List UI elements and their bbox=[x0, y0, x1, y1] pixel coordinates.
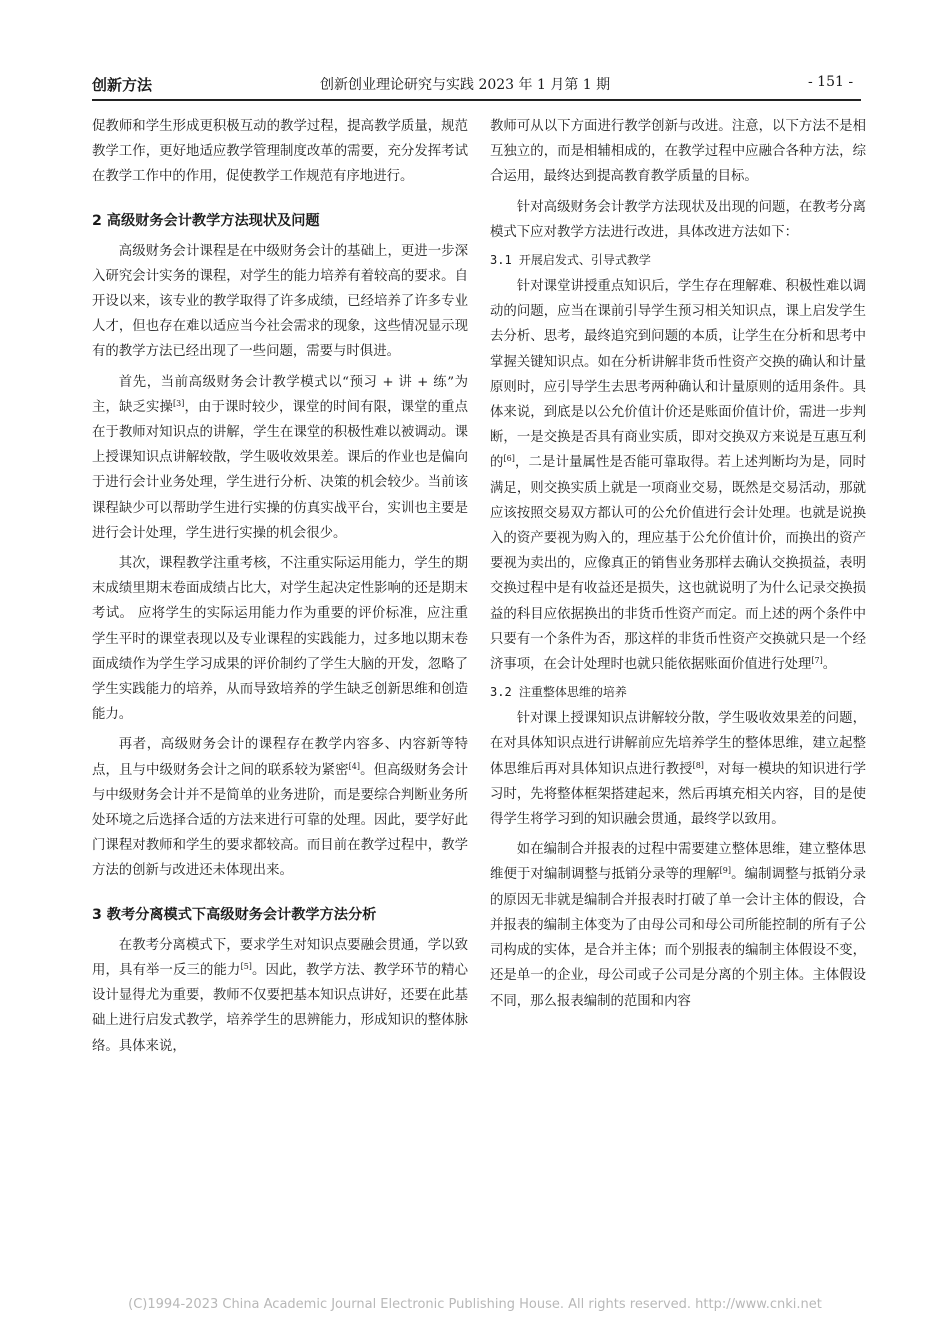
header-page-number: - 151 - bbox=[808, 74, 854, 90]
paragraph-text: ，对每一模块的知识进行学习时，先将整体框架搭建起来，然后再填充相关内容，目的是使得学生将学习到的知识融会贯通，最终学以致用。 bbox=[490, 761, 867, 828]
section-heading-3: 3 教考分离模式下高级财务会计教学方法分析 bbox=[92, 906, 377, 923]
paragraph bbox=[490, 274, 866, 677]
subsection-heading-3-2: 3.2 注重整体思维的培养 bbox=[490, 685, 627, 700]
paragraph-text: 在教考分离模式下，要求学生对知识点要融会贯通，学以致用，具有举一反三的能力 bbox=[92, 937, 468, 978]
paragraph-text: 针对课堂讲授重点知识后，学生存在理解难、积极性难以调动的问题，应当在课前引导学生预习相关知识点，课上启发学生去分析、思考，最终追究到问题的本质，让学生在分析和思考中掌握关键知识点。如在分析讲解非货币性资产交换的确认和计量原则时，应引导学生去思考两种确认和计量原则的适用条件。具体来说，到底是以公允价值计价还是账面价值计价，需进一步判断，一是交换是否具有商业实质，即对交换双方来说是互惠互利的 bbox=[490, 279, 866, 471]
paragraph bbox=[92, 732, 468, 883]
citation-ref: [9] bbox=[719, 866, 731, 876]
paragraph bbox=[92, 933, 468, 1059]
paragraph-text: ，二是计量属性是否能可靠取得。若上述判断均为是，同时满足，则交换实质上就是一项商业交易，既然是交易活动，那就应该按照交易双方都认可的公允价值进行会计处理。也就是说换入的资产要视为购入的，理应基于公允价值计价，而换出的资产要视为卖出的，应像真正的销售业务那样去确认交换损益，表明交换过程中是有收益还是损失，这也就说明了为什么记录交换损益的科目应依据换出的非货币性资产而定。而上述的两个条件中只要有一个条件为否，那这样的非货币性资产交换就只是一个经济事项，在会计处理时也就只能依据账面价值进行处理 bbox=[490, 455, 867, 673]
header-section-label: 创新方法 bbox=[92, 76, 153, 94]
left-column bbox=[92, 114, 468, 1059]
paragraph bbox=[92, 370, 468, 546]
paragraph: 针对高级财务会计教学方法现状及出现的问题，在教考分离模式下应对教学方法进行改进，具体改进方法如下： bbox=[490, 199, 866, 240]
paragraph-text: 。编制调整与抵销分录的原因无非就是编制合并报表时打破了单一会计主体的假设，合并报表的编制主体变为了由母公司和母公司所能控制的所有子公司构成的实体，是合并主体；而个别报表的编制主体假设不变，还是单一的企业，母公司或子公司是分离的个别主体。主体假设不同，那么报表编制的范围和内容 bbox=[490, 867, 867, 1009]
paragraph: 教师可从以下方面进行教学创新与改进。注意，以下方法不是相互独立的，而是相辅相成的，在教学过程中应融合各种方法，综合运用，最终达到提高教育教学质量的目标。 bbox=[490, 119, 866, 185]
citation-ref: [3] bbox=[173, 398, 185, 408]
paragraph bbox=[490, 837, 866, 1013]
paragraph-text: ，由于课时较少，课堂的时间有限，课堂的重点在于教师对知识点的讲解，学生在课堂的积极性难以被调动。课上授课知识点讲解较散，学生吸收效果差。课后的作业也是偏向于进行会计业务处理，学生进行分析、决策的机会较少。当前该课程缺少可以帮助学生进行实操的仿真实战平台，实训也主要是进行会计处理，学生进行实操的机会很少。 bbox=[92, 399, 469, 541]
paragraph-text: 。因此，教学方法、教学环节的精心设计显得尤为重要，教师不仅要把基本知识点讲好，还要在此基础上进行启发式教学，培养学生的思辨能力，形成知识的整体脉络。具体来说， bbox=[92, 962, 469, 1054]
citation-ref: [5] bbox=[240, 961, 252, 971]
paragraph-text: 首先，当前高级财务会计教学模式以“预习 + 讲 + 练”为主，缺乏实操 bbox=[92, 374, 468, 415]
paragraph: 促教师和学生形成更积极互动的教学过程，提高教学质量，规范教学工作，更好地适应教学管理制度改革的需要，充分发挥考试在教学工作中的作用，促使教学工作规范有序地进行。 bbox=[92, 119, 468, 185]
header-journal-issue: 创新创业理论研究与实践 2023 年 1 月第 1 期 bbox=[320, 77, 611, 93]
subsection-heading-3-1: 3.1 开展启发式、引导式教学 bbox=[490, 253, 651, 268]
right-column bbox=[490, 114, 866, 1014]
paragraph-text: 。但高级财务会计与中级财务会计并不是简单的业务进阶，而是要综合判断业务所处环境之后选择合适的方法来进行可靠的处理。因此，要学好此门课程对教师和学生的要求都较高。而目前在教学过程中，教学方法的创新与改进还未体现出来。 bbox=[92, 762, 468, 879]
paragraph bbox=[490, 706, 866, 832]
paragraph-text: 如在编制合并报表的过程中需要建立整体思维，建立整体思维便于对编制调整与抵销分录等的理解 bbox=[490, 842, 866, 883]
paragraph-text: 针对课上授课知识点讲解较分散，学生吸收效果差的问题，在对具体知识点进行讲解前应先培养学生的整体思维，建立起整体思维后再对具体知识点进行教授 bbox=[490, 711, 866, 777]
citation-ref: [8] bbox=[692, 760, 704, 770]
copyright-footer: (C)1994-2023 China Academic Journal Electronic Publishing House. All rights reserved. http://www.cnki.net bbox=[128, 1297, 822, 1312]
paragraph-text: 。 bbox=[822, 657, 837, 673]
paragraph: 其次，课程教学注重考核，不注重实际运用能力，学生的期末成绩里期末卷面成绩占比大，对学生起决定性影响的还是期末考试。 应将学生的实际运用能力作为重要的评价标准，应注重学生平时的课堂表现以及专业课程的实践能力，过多地以期末卷面成绩作为学生学习成果的评价制约了学生大脑的开发，忽略了学生实践能力的培养，从而导致培养的学生缺乏创新思维和创造能力。 bbox=[92, 556, 468, 723]
citation-ref: [7] bbox=[811, 656, 823, 666]
citation-ref: [6] bbox=[503, 454, 515, 464]
citation-ref: [4] bbox=[348, 761, 360, 771]
paragraph-text: 再者，高级财务会计的课程存在教学内容多、内容新等特点，且与中级财务会计之间的联系较为紧密 bbox=[92, 737, 468, 778]
header-divider bbox=[92, 99, 861, 101]
section-heading-2: 2 高级财务会计教学方法现状及问题 bbox=[92, 212, 320, 229]
paragraph: 高级财务会计课程是在中级财务会计的基础上，更进一步深入研究会计实务的课程，对学生的能力培养有着较高的要求。自开设以来，该专业的教学取得了许多成绩，已经培养了许多专业人才，但也存在难以适应当今社会需求的现象，这些情况显示现有的教学方法已经出现了一些问题，需要与时俱进。 bbox=[92, 243, 468, 360]
